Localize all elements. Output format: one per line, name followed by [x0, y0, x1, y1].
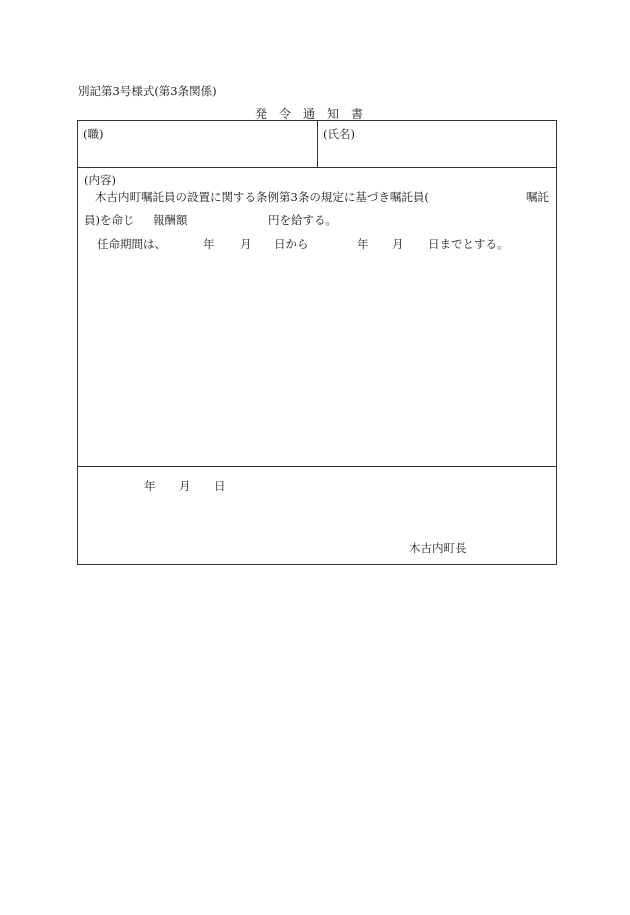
header-row	[78, 121, 556, 168]
issuer-name: 木古内町長	[409, 541, 467, 555]
content-line2-salary-suffix: 円を給する。	[268, 213, 337, 227]
content-line3-month-until: 月	[392, 237, 404, 251]
content-line2-salary-label: 報酬額	[153, 213, 188, 227]
content-line2-appoint: 員)を命じ	[84, 213, 135, 227]
name-label: (氏名)	[323, 127, 355, 141]
content-line3-term-label: 任命期間は、	[97, 237, 166, 251]
content-line1-main: 木古内町嘱託員の設置に関する条例第3条の規定に基づき嘱託員(	[95, 190, 429, 204]
footer-date-year: 年	[144, 479, 156, 493]
content-line3-day-until: 日までとする。	[428, 237, 509, 251]
position-cell	[78, 121, 318, 167]
content-line1-end: 嘱託	[526, 190, 549, 204]
footer-date-month: 月	[179, 479, 191, 493]
content-line3-day-from: 日から	[274, 237, 309, 251]
content-section	[78, 168, 556, 467]
footer-section	[78, 467, 556, 564]
footer-date-day: 日	[214, 479, 226, 493]
content-line3-month-from: 月	[240, 237, 252, 251]
document-title: 発令通知書	[254, 107, 375, 121]
content-line3-year-from: 年	[203, 237, 215, 251]
form-number-label: 別記第3号様式(第3条関係)	[78, 84, 217, 98]
content-line3-year-until: 年	[357, 237, 369, 251]
notice-form	[77, 120, 557, 565]
position-label: (職)	[83, 127, 104, 141]
name-cell	[318, 121, 556, 167]
content-label: (内容)	[84, 173, 116, 187]
